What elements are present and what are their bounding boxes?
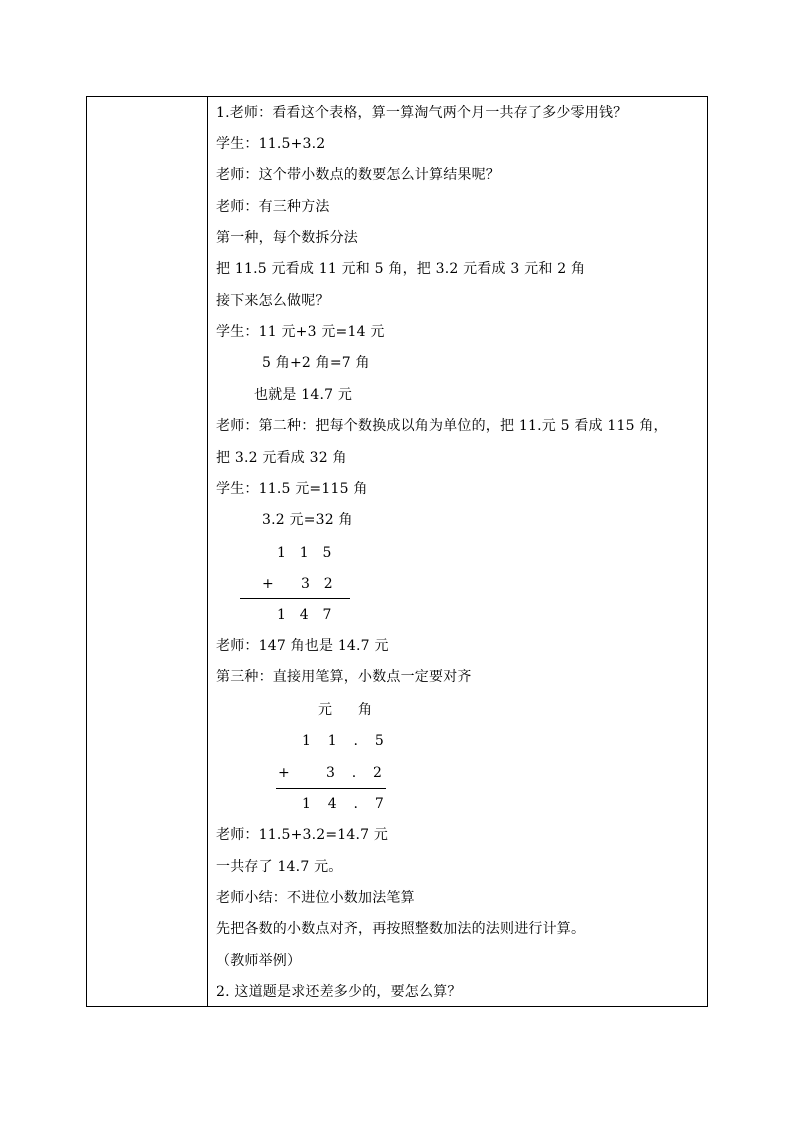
calc1-rule: [240, 598, 350, 599]
calc2-unit-jiao: 角: [358, 702, 373, 718]
line-question-1: 1.老师：看看这个表格，算一算淘气两个月一共存了多少零用钱？: [216, 105, 628, 121]
calc1-top: 1 1 5: [277, 545, 332, 561]
line-method-two-cont: 把 3.2 元看成 32 角: [216, 450, 347, 466]
calc2-result: 1 4 . 7: [302, 796, 384, 812]
calc1-plus: +: [262, 576, 274, 592]
calc2-unit-yuan: 元: [318, 702, 333, 718]
line-method-three: 第三种：直接用笔算，小数点一定要对齐: [216, 669, 472, 685]
line-summary-rule: 先把各数的小数点对齐，再按照整数加法的法则进行计算。: [216, 921, 586, 937]
line-three-methods: 老师：有三种方法: [216, 199, 330, 215]
line-result-one: 也就是 14.7 元: [254, 387, 353, 403]
calc2-top: 1 1 . 5: [302, 733, 384, 749]
line-teacher-ask: 老师：这个带小数点的数要怎么计算结果呢？: [216, 167, 500, 183]
line-student-yuan: 学生：11 元+3 元=14 元: [216, 324, 385, 340]
lesson-table: [86, 96, 708, 1007]
line-question-2: 2. 这道题是求还差多少的，要怎么算？: [216, 984, 462, 1000]
line-method-two: 老师：第二种：把每个数换成以角为单位的，把 11.元 5 看成 115 角，: [216, 418, 668, 434]
line-teacher-example: （教师举例）: [216, 953, 302, 969]
calc1-addend: 3 2: [301, 576, 333, 592]
line-student-jiao: 5 角+2 角=7 角: [262, 355, 370, 371]
line-teacher-result: 老师：11.5+3.2=14.7 元: [216, 827, 389, 843]
calc2-addend: 3 . 2: [326, 765, 383, 781]
line-student-answer: 学生：11.5+3.2: [216, 136, 326, 152]
line-student-convert-2: 3.2 元=32 角: [262, 512, 353, 528]
line-split-explain: 把 11.5 元看成 11 元和 5 角，把 3.2 元看成 3 元和 2 角: [216, 261, 586, 277]
calc2-rule: [276, 788, 386, 789]
table-column-divider: [207, 96, 208, 1007]
line-total-saved: 一共存了 14.7 元。: [216, 859, 343, 875]
calc1-result: 1 4 7: [277, 607, 332, 623]
line-student-convert-1: 学生：11.5 元=115 角: [216, 481, 368, 497]
calc2-plus: +: [278, 765, 290, 781]
line-next-step: 接下来怎么做呢？: [216, 293, 330, 309]
line-method-one: 第一种，每个数拆分法: [216, 230, 358, 246]
line-summary-title: 老师小结：不进位小数加法笔算: [216, 890, 415, 906]
line-jiao-equals: 老师：147 角也是 14.7 元: [216, 638, 389, 654]
